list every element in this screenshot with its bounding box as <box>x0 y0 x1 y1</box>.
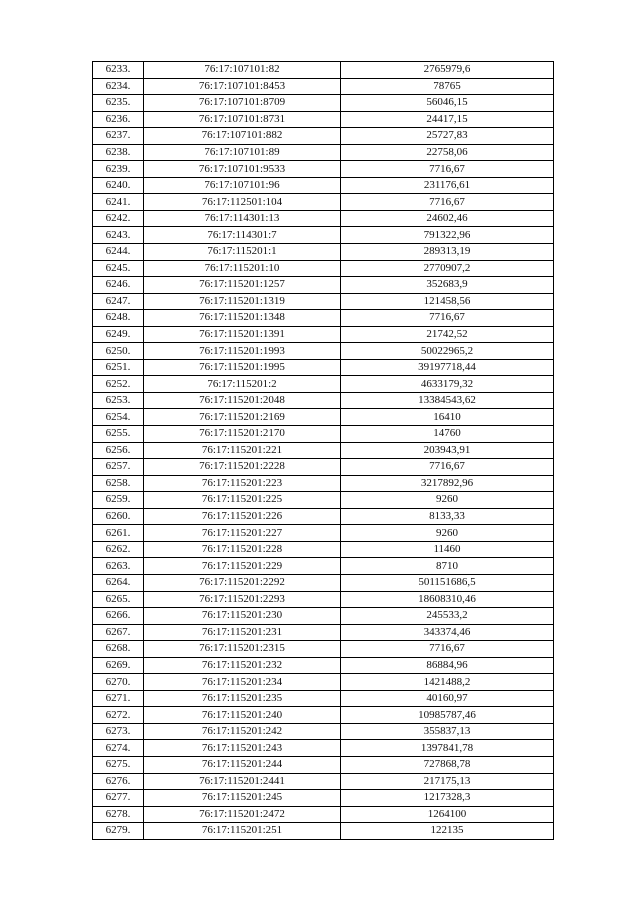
value-cell: 1264100 <box>341 806 554 823</box>
row-number-cell: 6249. <box>93 326 144 343</box>
cadastral-number-cell: 76:17:115201:2293 <box>144 591 341 608</box>
value-cell: 2765979,6 <box>341 62 554 79</box>
row-number-cell: 6278. <box>93 806 144 823</box>
value-cell: 7716,67 <box>341 459 554 476</box>
value-cell: 9260 <box>341 492 554 509</box>
row-number-cell: 6240. <box>93 177 144 194</box>
value-cell: 8133,33 <box>341 508 554 525</box>
table-row <box>93 492 554 509</box>
value-cell: 9260 <box>341 525 554 542</box>
row-number-cell: 6272. <box>93 707 144 724</box>
value-cell: 203943,91 <box>341 442 554 459</box>
cadastral-number-cell: 76:17:115201:229 <box>144 558 341 575</box>
cadastral-number-cell: 76:17:115201:1257 <box>144 277 341 294</box>
value-cell: 122135 <box>341 823 554 840</box>
value-cell: 7716,67 <box>341 161 554 178</box>
row-number-cell: 6242. <box>93 210 144 227</box>
value-cell: 121458,56 <box>341 293 554 310</box>
cadastral-number-cell: 76:17:115201:2169 <box>144 409 341 426</box>
table-row <box>93 244 554 261</box>
cadastral-number-cell: 76:17:115201:243 <box>144 740 341 757</box>
table-row <box>93 343 554 360</box>
table-row <box>93 790 554 807</box>
value-cell: 245533,2 <box>341 608 554 625</box>
row-number-cell: 6244. <box>93 244 144 261</box>
table-row <box>93 574 554 591</box>
row-number-cell: 6255. <box>93 426 144 443</box>
row-number-cell: 6246. <box>93 277 144 294</box>
row-number-cell: 6265. <box>93 591 144 608</box>
table-row <box>93 62 554 79</box>
value-cell: 40160,97 <box>341 690 554 707</box>
table-row <box>93 326 554 343</box>
table-row <box>93 260 554 277</box>
table-row <box>93 690 554 707</box>
table-row <box>93 657 554 674</box>
row-number-cell: 6261. <box>93 525 144 542</box>
value-cell: 22758,06 <box>341 144 554 161</box>
row-number-cell: 6271. <box>93 690 144 707</box>
row-number-cell: 6260. <box>93 508 144 525</box>
cadastral-number-cell: 76:17:115201:2472 <box>144 806 341 823</box>
cadastral-number-cell: 76:17:115201:2228 <box>144 459 341 476</box>
value-cell: 727868,78 <box>341 756 554 773</box>
value-cell: 352683,9 <box>341 277 554 294</box>
cadastral-number-cell: 76:17:107101:96 <box>144 177 341 194</box>
value-cell: 50022965,2 <box>341 343 554 360</box>
value-cell: 13384543,62 <box>341 392 554 409</box>
row-number-cell: 6236. <box>93 111 144 128</box>
value-cell: 10985787,46 <box>341 707 554 724</box>
value-cell: 217175,13 <box>341 773 554 790</box>
cadastral-number-cell: 76:17:115201:223 <box>144 475 341 492</box>
cadastral-number-cell: 76:17:115201:2292 <box>144 574 341 591</box>
cadastral-number-cell: 76:17:115201:232 <box>144 657 341 674</box>
cadastral-number-cell: 76:17:115201:230 <box>144 608 341 625</box>
table-row <box>93 525 554 542</box>
cadastral-value-table <box>92 61 554 840</box>
cadastral-number-cell: 76:17:115201:251 <box>144 823 341 840</box>
cadastral-number-cell: 76:17:107101:8731 <box>144 111 341 128</box>
value-cell: 343374,46 <box>341 624 554 641</box>
row-number-cell: 6251. <box>93 359 144 376</box>
table-row <box>93 194 554 211</box>
value-cell: 231176,61 <box>341 177 554 194</box>
value-cell: 7716,67 <box>341 310 554 327</box>
cadastral-number-cell: 76:17:107101:8453 <box>144 78 341 95</box>
value-cell: 11460 <box>341 541 554 558</box>
row-number-cell: 6270. <box>93 674 144 691</box>
cadastral-number-cell: 76:17:115201:2048 <box>144 392 341 409</box>
cadastral-number-cell: 76:17:115201:235 <box>144 690 341 707</box>
cadastral-number-cell: 76:17:107101:9533 <box>144 161 341 178</box>
value-cell: 39197718,44 <box>341 359 554 376</box>
row-number-cell: 6245. <box>93 260 144 277</box>
cadastral-number-cell: 76:17:107101:82 <box>144 62 341 79</box>
row-number-cell: 6269. <box>93 657 144 674</box>
row-number-cell: 6241. <box>93 194 144 211</box>
table-row <box>93 409 554 426</box>
row-number-cell: 6263. <box>93 558 144 575</box>
value-cell: 16410 <box>341 409 554 426</box>
table-row <box>93 740 554 757</box>
row-number-cell: 6266. <box>93 608 144 625</box>
table-row <box>93 177 554 194</box>
cadastral-number-cell: 76:17:115201:2 <box>144 376 341 393</box>
row-number-cell: 6253. <box>93 392 144 409</box>
table-row <box>93 111 554 128</box>
value-cell: 1421488,2 <box>341 674 554 691</box>
table-row <box>93 426 554 443</box>
cadastral-number-cell: 76:17:115201:231 <box>144 624 341 641</box>
table-row <box>93 442 554 459</box>
row-number-cell: 6267. <box>93 624 144 641</box>
table-row <box>93 310 554 327</box>
table-row <box>93 392 554 409</box>
value-cell: 355837,13 <box>341 723 554 740</box>
value-cell: 78765 <box>341 78 554 95</box>
value-cell: 21742,52 <box>341 326 554 343</box>
row-number-cell: 6258. <box>93 475 144 492</box>
value-cell: 791322,96 <box>341 227 554 244</box>
row-number-cell: 6247. <box>93 293 144 310</box>
row-number-cell: 6233. <box>93 62 144 79</box>
row-number-cell: 6264. <box>93 574 144 591</box>
value-cell: 1217328,3 <box>341 790 554 807</box>
table-row <box>93 773 554 790</box>
row-number-cell: 6237. <box>93 128 144 145</box>
table-row <box>93 641 554 658</box>
value-cell: 501151686,5 <box>341 574 554 591</box>
table-row <box>93 210 554 227</box>
table-row <box>93 756 554 773</box>
value-cell: 3217892,96 <box>341 475 554 492</box>
value-cell: 24417,15 <box>341 111 554 128</box>
cadastral-number-cell: 76:17:115201:221 <box>144 442 341 459</box>
value-cell: 14760 <box>341 426 554 443</box>
cadastral-number-cell: 76:17:115201:1 <box>144 244 341 261</box>
cadastral-number-cell: 76:17:115201:1993 <box>144 343 341 360</box>
cadastral-number-cell: 76:17:115201:240 <box>144 707 341 724</box>
row-number-cell: 6248. <box>93 310 144 327</box>
table-row <box>93 608 554 625</box>
row-number-cell: 6268. <box>93 641 144 658</box>
table-row <box>93 227 554 244</box>
row-number-cell: 6276. <box>93 773 144 790</box>
table-row <box>93 78 554 95</box>
cadastral-number-cell: 76:17:115201:1348 <box>144 310 341 327</box>
row-number-cell: 6262. <box>93 541 144 558</box>
cadastral-number-cell: 76:17:115201:1391 <box>144 326 341 343</box>
table-row <box>93 624 554 641</box>
cadastral-number-cell: 76:17:115201:225 <box>144 492 341 509</box>
table-row <box>93 459 554 476</box>
value-cell: 24602,46 <box>341 210 554 227</box>
cadastral-number-cell: 76:17:115201:2441 <box>144 773 341 790</box>
table-row <box>93 161 554 178</box>
cadastral-number-cell: 76:17:115201:2170 <box>144 426 341 443</box>
table-row <box>93 591 554 608</box>
row-number-cell: 6277. <box>93 790 144 807</box>
row-number-cell: 6259. <box>93 492 144 509</box>
row-number-cell: 6238. <box>93 144 144 161</box>
cadastral-number-cell: 76:17:115201:2315 <box>144 641 341 658</box>
cadastral-number-cell: 76:17:115201:244 <box>144 756 341 773</box>
cadastral-number-cell: 76:17:115201:10 <box>144 260 341 277</box>
row-number-cell: 6279. <box>93 823 144 840</box>
cadastral-number-cell: 76:17:112501:104 <box>144 194 341 211</box>
row-number-cell: 6252. <box>93 376 144 393</box>
value-cell: 18608310,46 <box>341 591 554 608</box>
row-number-cell: 6256. <box>93 442 144 459</box>
table-row <box>93 508 554 525</box>
cadastral-number-cell: 76:17:115201:1995 <box>144 359 341 376</box>
table-row <box>93 806 554 823</box>
table-row <box>93 376 554 393</box>
table-row <box>93 541 554 558</box>
value-cell: 2770907,2 <box>341 260 554 277</box>
table-row <box>93 707 554 724</box>
table-row <box>93 277 554 294</box>
row-number-cell: 6250. <box>93 343 144 360</box>
cadastral-number-cell: 76:17:107101:8709 <box>144 95 341 112</box>
value-cell: 1397841,78 <box>341 740 554 757</box>
cadastral-number-cell: 76:17:115201:234 <box>144 674 341 691</box>
cadastral-number-cell: 76:17:115201:245 <box>144 790 341 807</box>
table-row <box>93 95 554 112</box>
cadastral-number-cell: 76:17:107101:89 <box>144 144 341 161</box>
cadastral-number-cell: 76:17:115201:228 <box>144 541 341 558</box>
table-row <box>93 293 554 310</box>
cadastral-number-cell: 76:17:107101:882 <box>144 128 341 145</box>
row-number-cell: 6257. <box>93 459 144 476</box>
table-row <box>93 144 554 161</box>
value-cell: 25727,83 <box>341 128 554 145</box>
table-row <box>93 475 554 492</box>
cadastral-number-cell: 76:17:115201:226 <box>144 508 341 525</box>
table-row <box>93 359 554 376</box>
value-cell: 4633179,32 <box>341 376 554 393</box>
row-number-cell: 6239. <box>93 161 144 178</box>
value-cell: 8710 <box>341 558 554 575</box>
table-row <box>93 823 554 840</box>
value-cell: 289313,19 <box>341 244 554 261</box>
table-row <box>93 128 554 145</box>
row-number-cell: 6274. <box>93 740 144 757</box>
row-number-cell: 6273. <box>93 723 144 740</box>
cadastral-number-cell: 76:17:115201:1319 <box>144 293 341 310</box>
table-row <box>93 723 554 740</box>
row-number-cell: 6235. <box>93 95 144 112</box>
value-cell: 7716,67 <box>341 194 554 211</box>
cadastral-number-cell: 76:17:114301:7 <box>144 227 341 244</box>
cadastral-number-cell: 76:17:114301:13 <box>144 210 341 227</box>
row-number-cell: 6254. <box>93 409 144 426</box>
row-number-cell: 6275. <box>93 756 144 773</box>
table-row <box>93 674 554 691</box>
value-cell: 56046,15 <box>341 95 554 112</box>
row-number-cell: 6243. <box>93 227 144 244</box>
row-number-cell: 6234. <box>93 78 144 95</box>
table-row <box>93 558 554 575</box>
cadastral-number-cell: 76:17:115201:242 <box>144 723 341 740</box>
table-body <box>93 62 554 840</box>
cadastral-number-cell: 76:17:115201:227 <box>144 525 341 542</box>
value-cell: 7716,67 <box>341 641 554 658</box>
value-cell: 86884,96 <box>341 657 554 674</box>
